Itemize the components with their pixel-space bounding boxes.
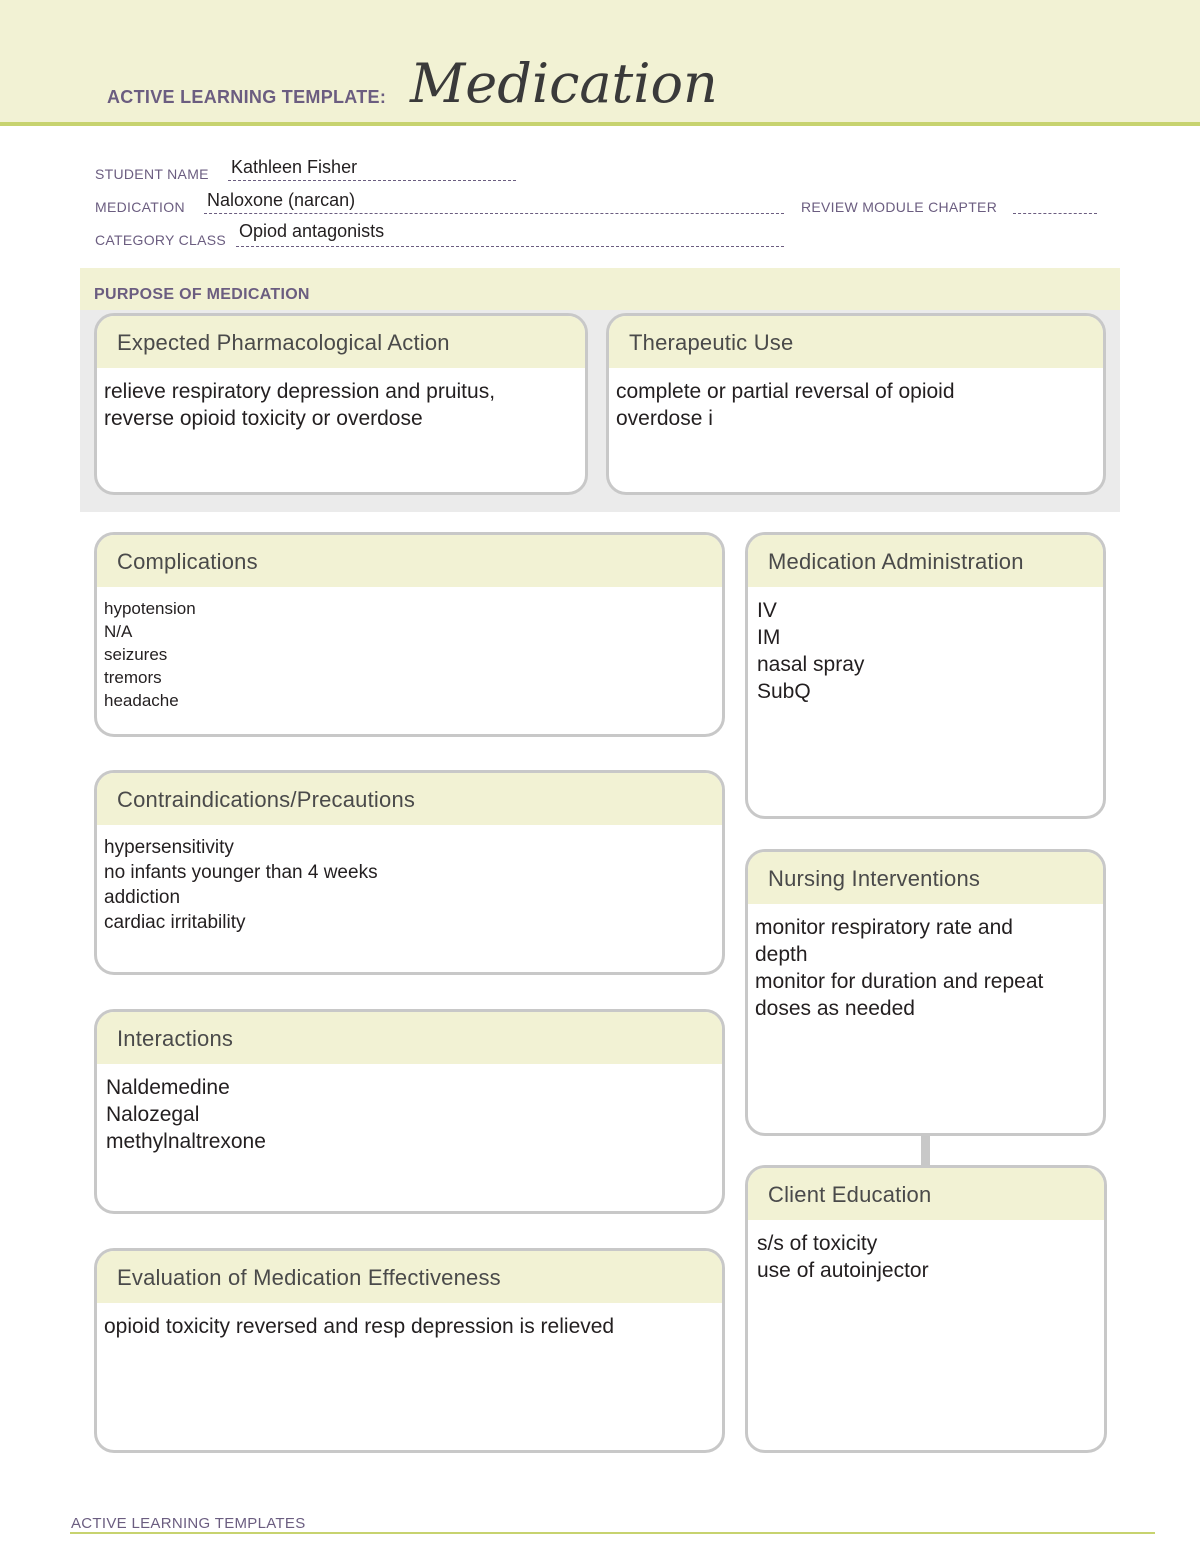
medication-field[interactable]: Naloxone (narcan): [207, 190, 356, 210]
expected-action-box: [94, 313, 588, 495]
complications-title: Complications: [97, 535, 722, 587]
contraindications-box: [94, 770, 725, 975]
box-connector: [921, 1135, 930, 1166]
evaluation-title: Evaluation of Medication Effectiveness: [97, 1251, 722, 1303]
administration-box: [745, 532, 1106, 819]
review-module-label: REVIEW MODULE CHAPTER: [801, 199, 998, 215]
client-education-text[interactable]: s/s of toxicity use of autoinjector: [757, 1232, 929, 1282]
therapeutic-use-box: [606, 313, 1106, 495]
student-name-underline: [228, 180, 516, 181]
footer-rule: [70, 1532, 1155, 1534]
evaluation-text[interactable]: opioid toxicity reversed and resp depression is relieved: [104, 1315, 615, 1338]
contraindications-text[interactable]: hypersensitivity no infants younger than 4 weeks addiction cardiac irritability: [104, 837, 378, 933]
nursing-interventions-box: [745, 849, 1106, 1136]
contraindications-title: Contraindications/Precautions: [97, 773, 722, 825]
template-label: ACTIVE LEARNING TEMPLATE:: [107, 87, 387, 107]
expected-action-text[interactable]: relieve respiratory depression and pruitus, reverse opioid toxicity or overdose: [104, 380, 496, 430]
administration-title: Medication Administration: [748, 535, 1103, 587]
evaluation-box: [94, 1248, 725, 1453]
page-title: Medication: [410, 52, 718, 115]
header-rule: [0, 122, 1200, 126]
student-name-label: STUDENT NAME: [95, 166, 209, 182]
category-class-field[interactable]: Opiod antagonists: [239, 221, 385, 241]
client-education-title: Client Education: [748, 1168, 1104, 1220]
student-name-field[interactable]: Kathleen Fisher: [231, 157, 358, 177]
administration-text[interactable]: IV IM nasal spray SubQ: [757, 599, 865, 703]
footer-label: ACTIVE LEARNING TEMPLATES: [71, 1515, 306, 1532]
interactions-box: [94, 1009, 725, 1214]
interactions-text[interactable]: Naldemedine Nalozegal methylnaltrexone: [106, 1076, 266, 1153]
nursing-interventions-title: Nursing Interventions: [748, 852, 1103, 904]
therapeutic-use-text[interactable]: complete or partial reversal of opioid overdose i: [616, 380, 955, 430]
nursing-interventions-text[interactable]: monitor respiratory rate and depth monitor for duration and repeat doses as needed: [755, 916, 1044, 1020]
complications-box: [94, 532, 725, 737]
expected-action-title: Expected Pharmacological Action: [97, 316, 585, 368]
client-education-box: [745, 1165, 1107, 1453]
therapeutic-use-title: Therapeutic Use: [609, 316, 1103, 368]
category-class-underline: [236, 246, 784, 247]
review-module-underline: [1013, 213, 1097, 214]
purpose-label: PURPOSE OF MEDICATION: [94, 286, 310, 303]
interactions-title: Interactions: [97, 1012, 722, 1064]
complications-text[interactable]: hypotension N/A seizures tremors headache: [104, 599, 196, 710]
medication-label: MEDICATION: [95, 199, 185, 215]
category-class-label: CATEGORY CLASS: [95, 232, 227, 248]
medication-underline: [204, 213, 784, 214]
